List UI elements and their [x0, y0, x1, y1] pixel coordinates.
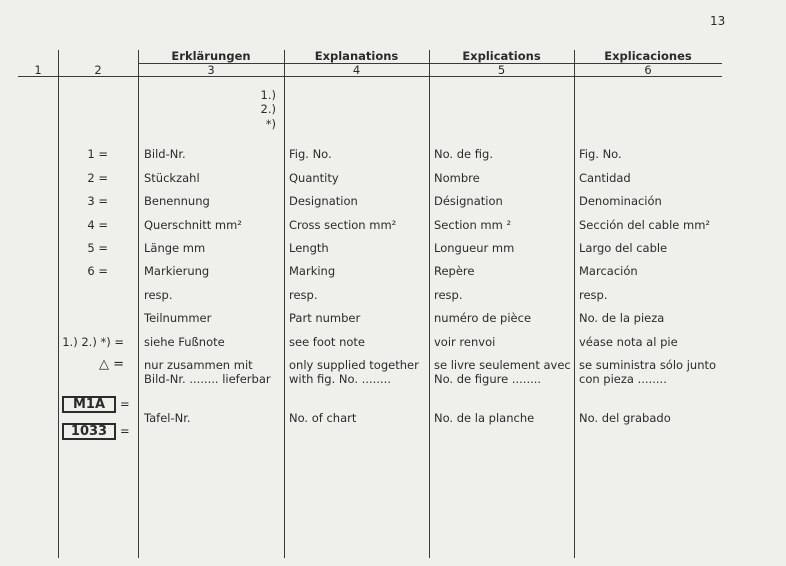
- row-en: Part number: [289, 311, 361, 325]
- triangle-de-line1: nur zusammen mit: [144, 358, 253, 372]
- row-fr: numéro de pièce: [434, 311, 532, 325]
- col4-title: Explanations: [314, 49, 399, 63]
- chart-number-box: 1033: [62, 423, 116, 440]
- row-key: 1 =: [87, 147, 108, 161]
- chart-fr: No. de la planche: [434, 411, 535, 425]
- row-key: 3 =: [87, 194, 108, 208]
- col3-number: 3: [207, 63, 215, 77]
- row-es: Sección del cable mm²: [579, 218, 711, 232]
- row-fr: Désignation: [434, 194, 503, 208]
- col4-number: 4: [352, 63, 361, 77]
- column-divider: [138, 50, 139, 558]
- row-de: siehe Fußnote: [144, 335, 225, 349]
- col6-number: 6: [644, 63, 652, 77]
- row-de: Markierung: [144, 264, 210, 278]
- row-key: 6 =: [87, 264, 108, 278]
- footnote-marker: 1.): [260, 88, 276, 102]
- row-de: resp.: [144, 288, 173, 302]
- row-es: Cantidad: [579, 171, 631, 185]
- column-divider: [58, 50, 59, 558]
- row-es: Marcación: [579, 264, 638, 278]
- row-fr: resp.: [434, 288, 463, 302]
- col1-number: 1: [34, 63, 42, 77]
- row-es: Denominación: [579, 194, 662, 208]
- row-key: 5 =: [87, 241, 108, 255]
- row-de: Benennung: [144, 194, 210, 208]
- triangle-key: △ =: [98, 357, 124, 372]
- row-en: resp.: [289, 288, 318, 302]
- footnote-marker: *): [265, 117, 276, 131]
- row-en: Fig. No.: [289, 147, 332, 161]
- chart-code-equals: =: [120, 397, 130, 411]
- triangle-en-line2: with fig. No. ........: [289, 372, 391, 386]
- col5-title: Explications: [462, 49, 541, 63]
- row-key: 4 =: [87, 218, 108, 232]
- triangle-fr-line1: se livre seulement avec: [434, 358, 571, 372]
- row-key: 2 =: [87, 171, 108, 185]
- chart-code-box: M1A: [62, 396, 116, 413]
- row-de: Querschnitt mm²: [144, 218, 242, 232]
- row-de: Teilnummer: [144, 311, 212, 325]
- row-fr: voir renvoi: [434, 335, 496, 349]
- column-divider: [284, 50, 285, 558]
- col5-number: 5: [497, 63, 506, 77]
- row-en: Length: [289, 241, 329, 255]
- triangle-es-line2: con pieza ........: [579, 372, 667, 386]
- footnote-marker: 2.): [260, 102, 276, 116]
- row-en: Quantity: [289, 171, 339, 185]
- page-number: 13: [710, 14, 726, 28]
- row-de: Stückzahl: [144, 171, 200, 185]
- triangle-fr-line2: No. de figure ........: [434, 372, 542, 386]
- row-fr: Nombre: [434, 171, 480, 185]
- row-es: Largo del cable: [579, 241, 668, 255]
- row-en: Cross section mm²: [289, 218, 397, 232]
- row-es: véase nota al pie: [579, 335, 678, 349]
- col6-title: Explicaciones: [604, 49, 692, 63]
- column-divider: [429, 50, 430, 558]
- chart-number-equals: =: [120, 424, 130, 438]
- row-fr: Section mm ²: [434, 218, 512, 232]
- chart-en: No. of chart: [289, 411, 357, 425]
- row-es: No. de la pieza: [579, 311, 665, 325]
- row-es: Fig. No.: [579, 147, 622, 161]
- column-divider: [574, 50, 575, 558]
- triangle-es-line1: se suministra sólo junto: [579, 358, 717, 372]
- triangle-en-line1: only supplied together: [289, 358, 419, 372]
- row-en: Marking: [289, 264, 336, 278]
- row-fr: Repère: [434, 264, 475, 278]
- row-de: Länge mm: [144, 241, 206, 255]
- col2-number: 2: [94, 63, 102, 77]
- chart-de: Tafel-Nr.: [144, 411, 191, 425]
- triangle-de-line2: Bild-Nr. ........ lieferbar: [144, 372, 271, 386]
- row-en: Designation: [289, 194, 358, 208]
- row-fr: No. de fig.: [434, 147, 493, 161]
- row-en: see foot note: [289, 335, 365, 349]
- chart-es: No. del grabado: [579, 411, 671, 425]
- row-key: 1.) 2.) *) =: [62, 335, 124, 349]
- row-es: resp.: [579, 288, 608, 302]
- row-de: Bild-Nr.: [144, 147, 186, 161]
- row-fr: Longueur mm: [434, 241, 515, 255]
- col3-title: Erklärungen: [171, 49, 251, 63]
